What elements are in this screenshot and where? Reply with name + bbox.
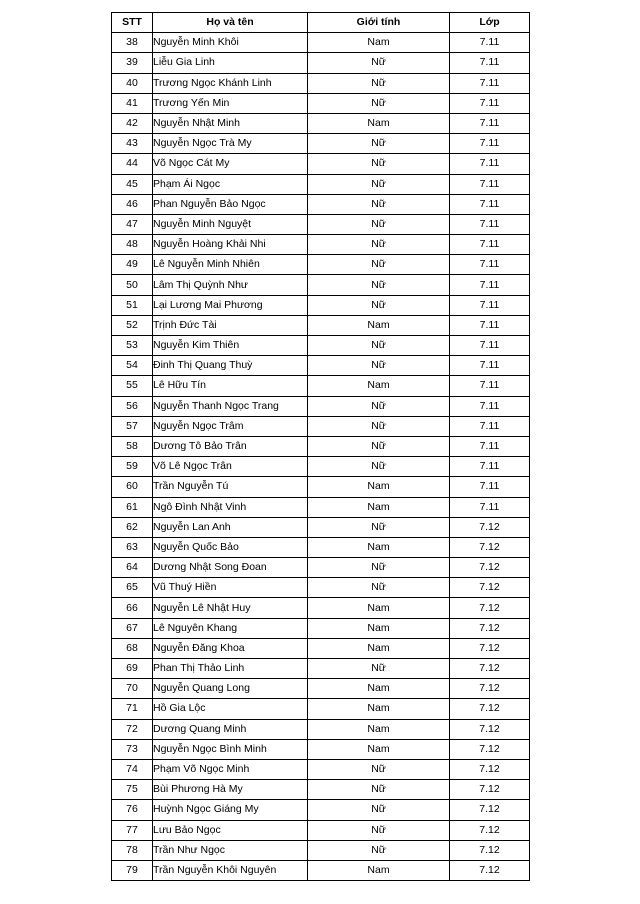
row-name: Nguyễn Ngọc Trà My (153, 134, 308, 154)
table-row (112, 558, 530, 578)
roster-body (112, 33, 530, 881)
row-name: Phan Thị Thảo Linh (153, 659, 308, 679)
table-row (112, 295, 530, 315)
table-row (112, 53, 530, 73)
row-stt: 70 (112, 679, 153, 699)
row-gender: Nam (308, 537, 450, 557)
table-row (112, 194, 530, 214)
row-class: 7.12 (450, 638, 530, 658)
row-gender: Nam (308, 477, 450, 497)
row-gender: Nam (308, 699, 450, 719)
row-name: Lâm Thị Quỳnh Như (153, 275, 308, 295)
row-stt: 74 (112, 759, 153, 779)
row-stt: 77 (112, 820, 153, 840)
row-gender: Nữ (308, 558, 450, 578)
row-stt: 44 (112, 154, 153, 174)
row-name: Nguyễn Quốc Bảo (153, 537, 308, 557)
table-row (112, 537, 530, 557)
row-gender: Nữ (308, 780, 450, 800)
row-gender: Nữ (308, 174, 450, 194)
table-row (112, 780, 530, 800)
table-row (112, 820, 530, 840)
row-name: Nguyễn Thanh Ngọc Trang (153, 396, 308, 416)
row-stt: 45 (112, 174, 153, 194)
table-row (112, 356, 530, 376)
row-class: 7.11 (450, 336, 530, 356)
row-name: Nguyễn Minh Nguyệt (153, 214, 308, 234)
table-row (112, 396, 530, 416)
row-gender: Nữ (308, 840, 450, 860)
table-row (112, 376, 530, 396)
row-gender: Nam (308, 860, 450, 880)
row-class: 7.12 (450, 679, 530, 699)
row-stt: 55 (112, 376, 153, 396)
row-name: Trần Như Ngọc (153, 840, 308, 860)
row-class: 7.11 (450, 416, 530, 436)
row-class: 7.11 (450, 315, 530, 335)
row-gender: Nam (308, 33, 450, 53)
row-gender: Nữ (308, 255, 450, 275)
row-stt: 57 (112, 416, 153, 436)
row-name: Nguyễn Ngọc Bình Minh (153, 739, 308, 759)
row-name: Nguyễn Ngọc Trâm (153, 416, 308, 436)
row-gender: Nữ (308, 659, 450, 679)
row-name: Lê Nguyên Khang (153, 618, 308, 638)
row-stt: 52 (112, 315, 153, 335)
row-class: 7.11 (450, 73, 530, 93)
table-row (112, 235, 530, 255)
header-class: Lớp (450, 13, 530, 33)
row-stt: 60 (112, 477, 153, 497)
row-class: 7.11 (450, 194, 530, 214)
row-stt: 46 (112, 194, 153, 214)
row-class: 7.11 (450, 255, 530, 275)
row-gender: Nữ (308, 93, 450, 113)
row-stt: 68 (112, 638, 153, 658)
row-gender: Nam (308, 315, 450, 335)
row-gender: Nữ (308, 336, 450, 356)
row-gender: Nam (308, 638, 450, 658)
row-class: 7.12 (450, 860, 530, 880)
row-gender: Nữ (308, 53, 450, 73)
table-row (112, 699, 530, 719)
row-class: 7.12 (450, 618, 530, 638)
row-class: 7.12 (450, 699, 530, 719)
row-class: 7.11 (450, 477, 530, 497)
row-stt: 43 (112, 134, 153, 154)
row-gender: Nữ (308, 457, 450, 477)
table-row (112, 618, 530, 638)
row-name: Lê Nguyễn Minh Nhiên (153, 255, 308, 275)
table-row (112, 336, 530, 356)
row-name: Trần Nguyễn Tú (153, 477, 308, 497)
row-name: Trịnh Đức Tài (153, 315, 308, 335)
row-class: 7.12 (450, 739, 530, 759)
row-name: Lê Hữu Tín (153, 376, 308, 396)
row-name: Liễu Gia Linh (153, 53, 308, 73)
table-row (112, 659, 530, 679)
row-gender: Nữ (308, 517, 450, 537)
row-gender: Nữ (308, 356, 450, 376)
row-name: Phạm Võ Ngọc Minh (153, 759, 308, 779)
row-stt: 71 (112, 699, 153, 719)
table-row (112, 759, 530, 779)
table-row (112, 33, 530, 53)
table-row (112, 93, 530, 113)
row-class: 7.12 (450, 537, 530, 557)
row-class: 7.11 (450, 436, 530, 456)
row-name: Bùi Phương Hà My (153, 780, 308, 800)
table-row (112, 497, 530, 517)
table-row (112, 679, 530, 699)
row-gender: Nam (308, 739, 450, 759)
row-stt: 38 (112, 33, 153, 53)
table-row (112, 275, 530, 295)
header-stt: STT (112, 13, 153, 33)
row-gender: Nữ (308, 759, 450, 779)
table-row (112, 598, 530, 618)
row-class: 7.12 (450, 840, 530, 860)
student-roster-table (111, 12, 530, 881)
row-stt: 72 (112, 719, 153, 739)
row-class: 7.11 (450, 214, 530, 234)
row-stt: 53 (112, 336, 153, 356)
row-stt: 54 (112, 356, 153, 376)
row-stt: 75 (112, 780, 153, 800)
row-name: Phạm Ái Ngọc (153, 174, 308, 194)
row-class: 7.12 (450, 780, 530, 800)
row-gender: Nữ (308, 396, 450, 416)
row-stt: 66 (112, 598, 153, 618)
row-gender: Nữ (308, 275, 450, 295)
row-stt: 73 (112, 739, 153, 759)
row-class: 7.11 (450, 275, 530, 295)
table-row (112, 134, 530, 154)
header-gender: Giới tính (308, 13, 450, 33)
table-row (112, 840, 530, 860)
header-row (112, 13, 530, 33)
row-class: 7.11 (450, 295, 530, 315)
row-name: Nguyễn Đăng Khoa (153, 638, 308, 658)
row-stt: 79 (112, 860, 153, 880)
row-gender: Nam (308, 376, 450, 396)
row-class: 7.11 (450, 356, 530, 376)
table-row (112, 457, 530, 477)
table-row (112, 739, 530, 759)
table-row (112, 800, 530, 820)
row-stt: 65 (112, 578, 153, 598)
table-row (112, 719, 530, 739)
row-name: Nguyễn Quang Long (153, 679, 308, 699)
row-name: Đinh Thị Quang Thuỳ (153, 356, 308, 376)
row-class: 7.11 (450, 33, 530, 53)
row-stt: 41 (112, 93, 153, 113)
row-class: 7.12 (450, 659, 530, 679)
header-name: Họ và tên (153, 13, 308, 33)
row-gender: Nam (308, 598, 450, 618)
row-stt: 64 (112, 558, 153, 578)
row-name: Nguyễn Lê Nhật Huy (153, 598, 308, 618)
row-name: Dương Quang Minh (153, 719, 308, 739)
row-stt: 58 (112, 436, 153, 456)
table-row (112, 860, 530, 880)
row-name: Võ Lê Ngọc Trân (153, 457, 308, 477)
row-gender: Nữ (308, 416, 450, 436)
row-stt: 67 (112, 618, 153, 638)
row-class: 7.11 (450, 396, 530, 416)
row-name: Trương Ngọc Khánh Linh (153, 73, 308, 93)
row-name: Ngô Đình Nhật Vinh (153, 497, 308, 517)
row-gender: Nữ (308, 295, 450, 315)
row-class: 7.11 (450, 235, 530, 255)
row-class: 7.11 (450, 174, 530, 194)
row-class: 7.11 (450, 457, 530, 477)
row-gender: Nam (308, 719, 450, 739)
row-gender: Nam (308, 618, 450, 638)
row-stt: 51 (112, 295, 153, 315)
row-name: Trần Nguyễn Khôi Nguyên (153, 860, 308, 880)
row-class: 7.12 (450, 598, 530, 618)
table-row (112, 315, 530, 335)
row-stt: 78 (112, 840, 153, 860)
row-gender: Nữ (308, 134, 450, 154)
row-class: 7.11 (450, 376, 530, 396)
row-name: Trương Yến Min (153, 93, 308, 113)
table-row (112, 517, 530, 537)
row-stt: 50 (112, 275, 153, 295)
row-gender: Nữ (308, 436, 450, 456)
row-name: Võ Ngọc Cát My (153, 154, 308, 174)
row-name: Hồ Gia Lộc (153, 699, 308, 719)
row-gender: Nam (308, 113, 450, 133)
row-name: Vũ Thuý Hiền (153, 578, 308, 598)
table-row (112, 638, 530, 658)
row-stt: 69 (112, 659, 153, 679)
row-gender: Nam (308, 497, 450, 517)
row-name: Lại Lương Mai Phương (153, 295, 308, 315)
row-name: Nguyễn Minh Khôi (153, 33, 308, 53)
row-name: Lưu Bảo Ngọc (153, 820, 308, 840)
row-stt: 49 (112, 255, 153, 275)
row-class: 7.12 (450, 800, 530, 820)
row-stt: 39 (112, 53, 153, 73)
row-stt: 61 (112, 497, 153, 517)
row-class: 7.12 (450, 517, 530, 537)
row-gender: Nữ (308, 73, 450, 93)
row-class: 7.11 (450, 113, 530, 133)
table-row (112, 214, 530, 234)
table-row (112, 73, 530, 93)
row-class: 7.11 (450, 93, 530, 113)
row-name: Huỳnh Ngọc Giáng My (153, 800, 308, 820)
row-name: Nguyễn Lan Anh (153, 517, 308, 537)
row-gender: Nữ (308, 820, 450, 840)
table-row (112, 174, 530, 194)
row-gender: Nữ (308, 235, 450, 255)
row-stt: 42 (112, 113, 153, 133)
row-class: 7.12 (450, 558, 530, 578)
row-name: Nguyễn Nhật Minh (153, 113, 308, 133)
table-row (112, 113, 530, 133)
row-stt: 76 (112, 800, 153, 820)
table-row (112, 578, 530, 598)
table-row (112, 416, 530, 436)
row-class: 7.12 (450, 820, 530, 840)
row-class: 7.11 (450, 53, 530, 73)
row-gender: Nữ (308, 578, 450, 598)
table-row (112, 255, 530, 275)
row-stt: 47 (112, 214, 153, 234)
table-row (112, 154, 530, 174)
row-stt: 62 (112, 517, 153, 537)
row-name: Nguyễn Kim Thiên (153, 336, 308, 356)
row-gender: Nữ (308, 800, 450, 820)
row-class: 7.12 (450, 719, 530, 739)
row-class: 7.11 (450, 497, 530, 517)
row-stt: 56 (112, 396, 153, 416)
row-name: Phan Nguyễn Bảo Ngọc (153, 194, 308, 214)
row-class: 7.12 (450, 759, 530, 779)
row-class: 7.11 (450, 134, 530, 154)
row-gender: Nữ (308, 214, 450, 234)
row-name: Nguyễn Hoàng Khải Nhi (153, 235, 308, 255)
row-class: 7.12 (450, 578, 530, 598)
row-gender: Nữ (308, 154, 450, 174)
row-stt: 48 (112, 235, 153, 255)
row-stt: 59 (112, 457, 153, 477)
table-row (112, 477, 530, 497)
row-gender: Nam (308, 679, 450, 699)
row-gender: Nữ (308, 194, 450, 214)
table-row (112, 436, 530, 456)
row-name: Dương Nhật Song Đoan (153, 558, 308, 578)
row-stt: 63 (112, 537, 153, 557)
row-stt: 40 (112, 73, 153, 93)
row-name: Dương Tô Bảo Trân (153, 436, 308, 456)
row-class: 7.11 (450, 154, 530, 174)
